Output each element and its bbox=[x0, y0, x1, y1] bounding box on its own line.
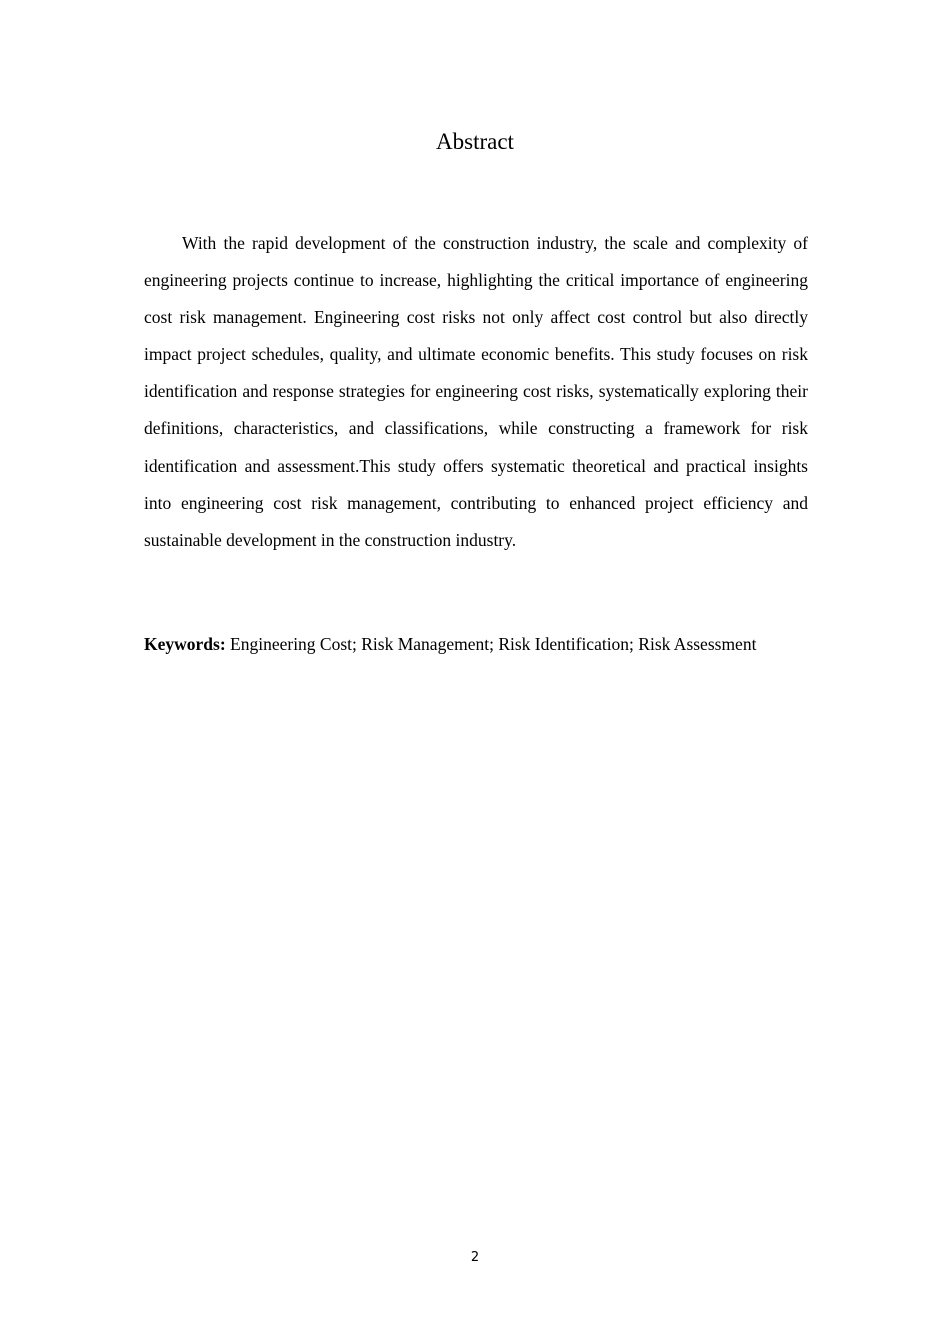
page-number: 2 bbox=[470, 1250, 480, 1265]
abstract-title: Abstract bbox=[436, 129, 514, 154]
keywords-list: Engineering Cost; Risk Management; Risk Identification; Risk Assessment bbox=[230, 634, 757, 654]
keywords-line bbox=[144, 636, 764, 654]
abstract-paragraph: With the rapid development of the construction industry, the scale and complexity of engineering projects continue to increase, highlighting the critical importance of engineering cost risk management. Engineering cost risks not only affect cost control but also directly impact project schedules, quality, and ultimate economic benefits. This study focuses on risk identification and response strategies for engineering cost risks, systematically exploring their definitions, characteristics, and classifications, while constructing a framework for risk identification and assessment.This study offers systematic theoretical and practical insights into engineering cost risk management, contributing to enhanced project efficiency and sustainable development in the construction industry. bbox=[144, 233, 808, 550]
keywords-label: Keywords: bbox=[144, 634, 226, 654]
